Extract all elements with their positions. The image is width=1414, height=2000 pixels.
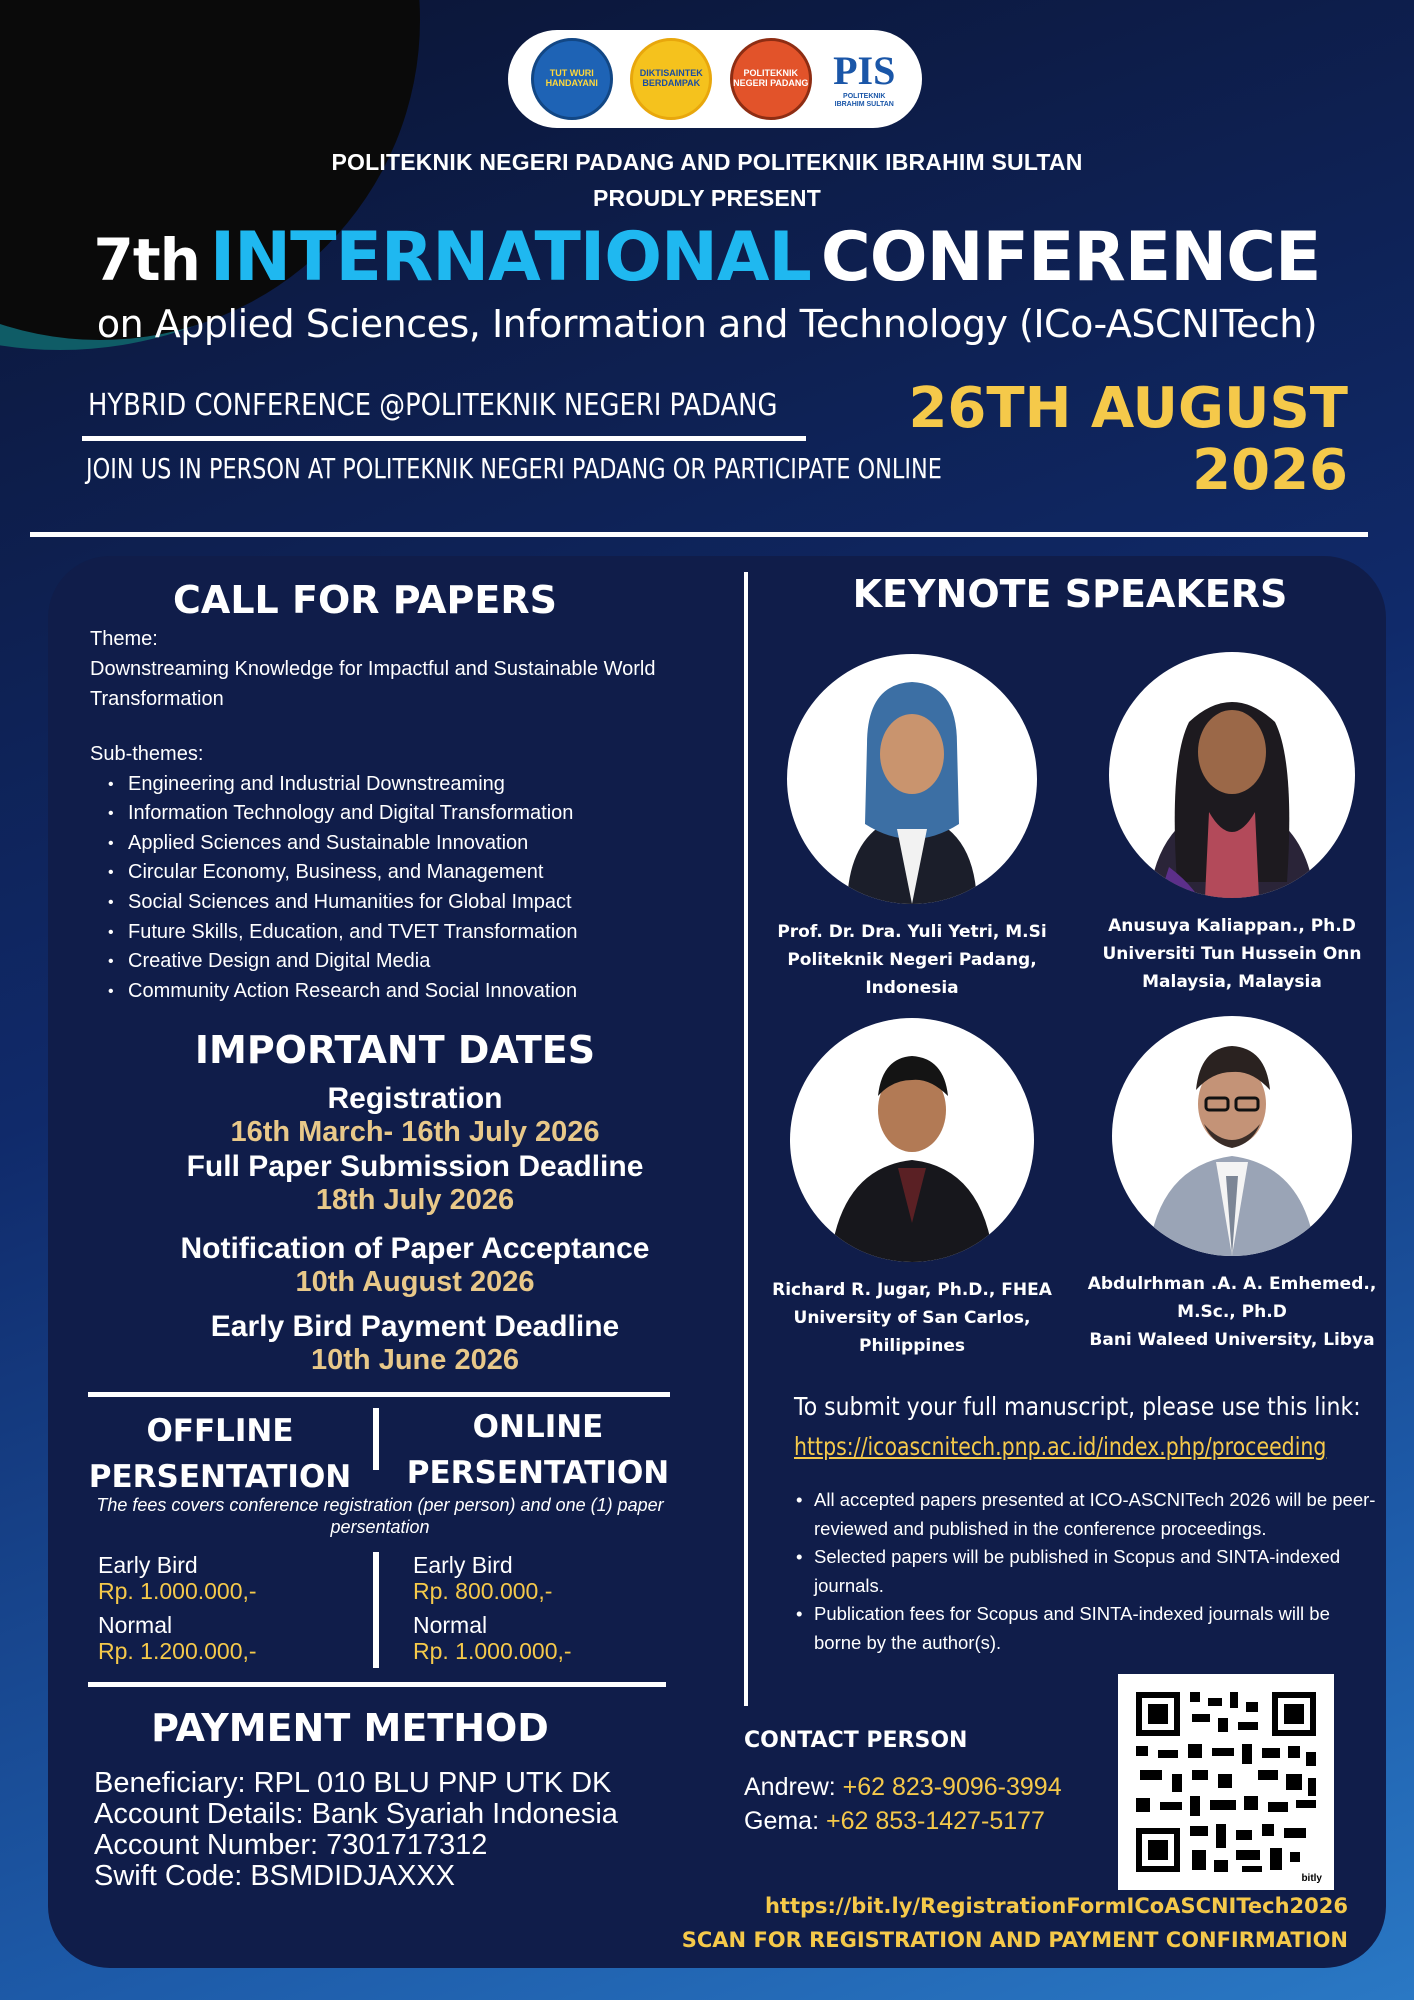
list-item: • Selected papers will be published in Scopus and SINTA-indexed journals. [814,1543,1380,1600]
logo-label: TUT WURI HANDAYANI [545,68,598,88]
subthemes-block [90,740,730,1006]
qr-code-icon [1118,1674,1334,1890]
list-item: • Creative Design and Digital Media [128,947,730,977]
column-divider [744,572,748,1706]
hybrid-text: HYBRID CONFERENCE @POLITEKNIK NEGERI PADANG [88,388,778,423]
date-item-full-paper [120,1150,710,1216]
fee-label: Early Bird [98,1552,198,1578]
logo-label: DIKTISAINTEK BERDAMPAK [639,68,703,88]
date-label: Notification of Paper Acceptance [180,1232,650,1265]
date-item-notification [120,1232,710,1298]
speaker-card [762,654,1062,1002]
contact-person-heading: CONTACT PERSON [744,1728,968,1753]
conference-subtitle: on Applied Sciences, Information and Technology (ICo-ASCNITech) [96,302,1318,346]
beneficiary: Beneficiary: RPL 010 BLU PNP UTK DK [94,1767,612,1799]
online-heading-line1: ONLINE [472,1409,604,1445]
title-ordinal: 7th [93,226,200,294]
conference-title [0,218,1414,297]
contact-gema [744,1804,1062,1838]
fees-note: The fees covers conference registration (per person) and one (1) paper persentation [96,1495,664,1537]
registration-qr-code[interactable] [1118,1674,1334,1890]
fees-bottom-divider [88,1682,666,1687]
fee-price: Rp. 1.000.000,- [413,1638,572,1664]
account-details: Account Details: Bank Syariah Indonesia [94,1798,618,1830]
list-item: • All accepted papers presented at ICO-ASCNITech 2026 will be peer-reviewed and published in the conference proceedings. [814,1486,1380,1543]
important-dates-heading: IMPORTANT DATES [194,1028,596,1072]
speaker-card [762,1018,1062,1360]
date-value: 16th March- 16th July 2026 [230,1116,600,1148]
fee-label: Early Bird [413,1552,513,1578]
offline-heading-line1: OFFLINE [146,1413,294,1449]
scan-instruction: SCAN FOR REGISTRATION AND PAYMENT CONFIRMATION [681,1928,1348,1952]
presenters-text [0,144,1414,216]
list-item: • Social Sciences and Humanities for Global Impact [128,888,730,918]
speaker-photo [1112,1016,1352,1256]
speaker-name: Anusuya Kaliappan., Ph.D [1108,916,1356,936]
theme-text: Downstreaming Knowledge for Impactful and Sustainable World Transformation [90,658,656,710]
logo-strip [508,30,922,128]
date-value: 18th July 2026 [315,1184,515,1216]
logo-label: POLITEKNIK NEGERI PADANG [733,68,809,88]
speaker-info [762,918,1062,1002]
qr-caption: bitly [1301,1873,1322,1884]
submission-text: To submit your full manuscript, please use this link: [794,1392,1361,1421]
speaker-country: Malaysia, Malaysia [1142,972,1322,992]
date-value: 10th June 2026 [311,1344,519,1376]
fees-column-divider [373,1552,379,1668]
speaker-portrait-icon [1112,1016,1352,1256]
submission-link[interactable]: https://icoascnitech.pnp.ac.id/index.php/proceeding [794,1432,1327,1461]
date-label: Full Paper Submission Deadline [186,1150,644,1183]
account-number: Account Number: 7301717312 [94,1829,488,1861]
swift-code: Swift Code: BSMDIDJAXXX [94,1860,455,1892]
contact-list [744,1770,1062,1838]
speaker-card [1082,1016,1382,1354]
speaker-card [1082,652,1382,996]
list-item: • Information Technology and Digital Transformation [128,799,730,829]
contact-phone[interactable]: +62 853-1427-5177 [825,1807,1045,1835]
payment-details [94,1768,618,1892]
speaker-country: Philippines [859,1336,965,1356]
online-heading [400,1404,676,1496]
join-text: JOIN US IN PERSON AT POLITEKNIK NEGERI PADANG OR PARTICIPATE ONLINE [86,452,942,485]
diktisaintek-logo [630,38,712,120]
fee-label: Normal [98,1612,173,1638]
keynote-speakers-heading: KEYNOTE SPEAKERS [852,572,1288,616]
speaker-name: Prof. Dr. Dra. Yuli Yetri, M.Si [777,922,1047,942]
speaker-info [1082,912,1382,996]
list-item: • Applied Sciences and Sustainable Innovation [128,829,730,859]
list-item: • Publication fees for Scopus and SINTA-indexed journals will be borne by the author(s). [814,1600,1380,1657]
tut-wuri-handayani-logo [531,38,613,120]
contact-name: Gema: [744,1807,826,1835]
speaker-info [1082,1270,1382,1354]
date-item-registration [120,1082,710,1148]
speaker-country: Bani Waleed University, Libya [1089,1330,1375,1350]
date-label: Early Bird Payment Deadline [210,1310,620,1343]
list-item: • Future Skills, Education, and TVET Transformation [128,918,730,948]
subthemes-label: Sub-themes: [90,743,204,765]
fee-price: Rp. 1.000.000,- [98,1578,257,1604]
theme-block [90,624,700,714]
date-label: Registration [327,1082,503,1115]
fee-label: Normal [413,1612,488,1638]
date-item-early-bird [120,1310,710,1376]
subthemes-list [90,770,730,1007]
online-fees [413,1552,572,1664]
speaker-info [762,1276,1062,1360]
date-value: 10th August 2026 [295,1266,535,1298]
speaker-affiliation: Politeknik Negeri Padang, [787,950,1037,970]
title-conference: CONFERENCE [820,218,1321,297]
hybrid-underline [82,436,806,441]
theme-label: Theme: [90,628,158,650]
speaker-affiliation: Universiti Tun Hussein Onn [1102,944,1362,964]
list-item: • Engineering and Industrial Downstreaming [128,770,730,800]
speaker-affiliation: M.Sc., Ph.D [1177,1302,1287,1322]
publication-notes [794,1486,1380,1658]
event-date-year: 2026 [1192,438,1348,503]
fees-top-divider [88,1392,670,1397]
contact-andrew [744,1770,1062,1804]
offline-heading [86,1408,354,1500]
speaker-portrait-icon [787,654,1037,904]
payment-method-heading: PAYMENT METHOD [151,1706,549,1750]
contact-name: Andrew: [744,1773,843,1801]
logo-sublabel: POLITEKNIK IBRAHIM SULTAN [834,93,894,108]
politeknik-ibrahim-sultan-logo [829,38,899,120]
list-item: • Circular Economy, Business, and Management [128,858,730,888]
event-date-day: 26TH AUGUST [908,376,1348,441]
fees-header-divider [373,1408,379,1470]
online-heading-line2: PERSENTATION [406,1455,670,1491]
presenters-line1: POLITEKNIK NEGERI PADANG AND POLITEKNIK IBRAHIM SULTAN [331,149,1083,175]
event-date [908,378,1348,502]
offline-heading-line2: PERSENTATION [88,1459,352,1495]
offline-fees [98,1552,257,1664]
speaker-photo [1109,652,1355,898]
call-for-papers-heading: CALL FOR PAPERS [173,578,557,622]
list-item: • Community Action Research and Social Innovation [128,977,730,1007]
registration-link[interactable]: https://bit.ly/RegistrationFormICoASCNITech2026 [764,1894,1348,1918]
contact-phone[interactable]: +62 823-9096-3994 [842,1773,1062,1801]
logo-label: PIS [833,48,896,94]
speaker-affiliation: University of San Carlos, [793,1308,1031,1328]
speaker-name: Richard R. Jugar, Ph.D., FHEA [772,1280,1052,1300]
politeknik-negeri-padang-logo [730,38,812,120]
fee-price: Rp. 1.200.000,- [98,1638,257,1664]
speaker-photo [790,1018,1034,1262]
title-international: INTERNATIONAL [209,218,811,297]
header-divider [30,532,1368,537]
publication-notes-list [794,1486,1380,1658]
speaker-portrait-icon [1109,652,1355,898]
presenters-line2: PROUDLY PRESENT [593,185,821,211]
fee-price: Rp. 800.000,- [413,1578,553,1604]
speaker-name: Abdulrhman .A. A. Emhemed., [1087,1274,1377,1294]
speaker-country: Indonesia [865,978,959,998]
speaker-portrait-icon [790,1018,1034,1262]
speaker-photo [787,654,1037,904]
